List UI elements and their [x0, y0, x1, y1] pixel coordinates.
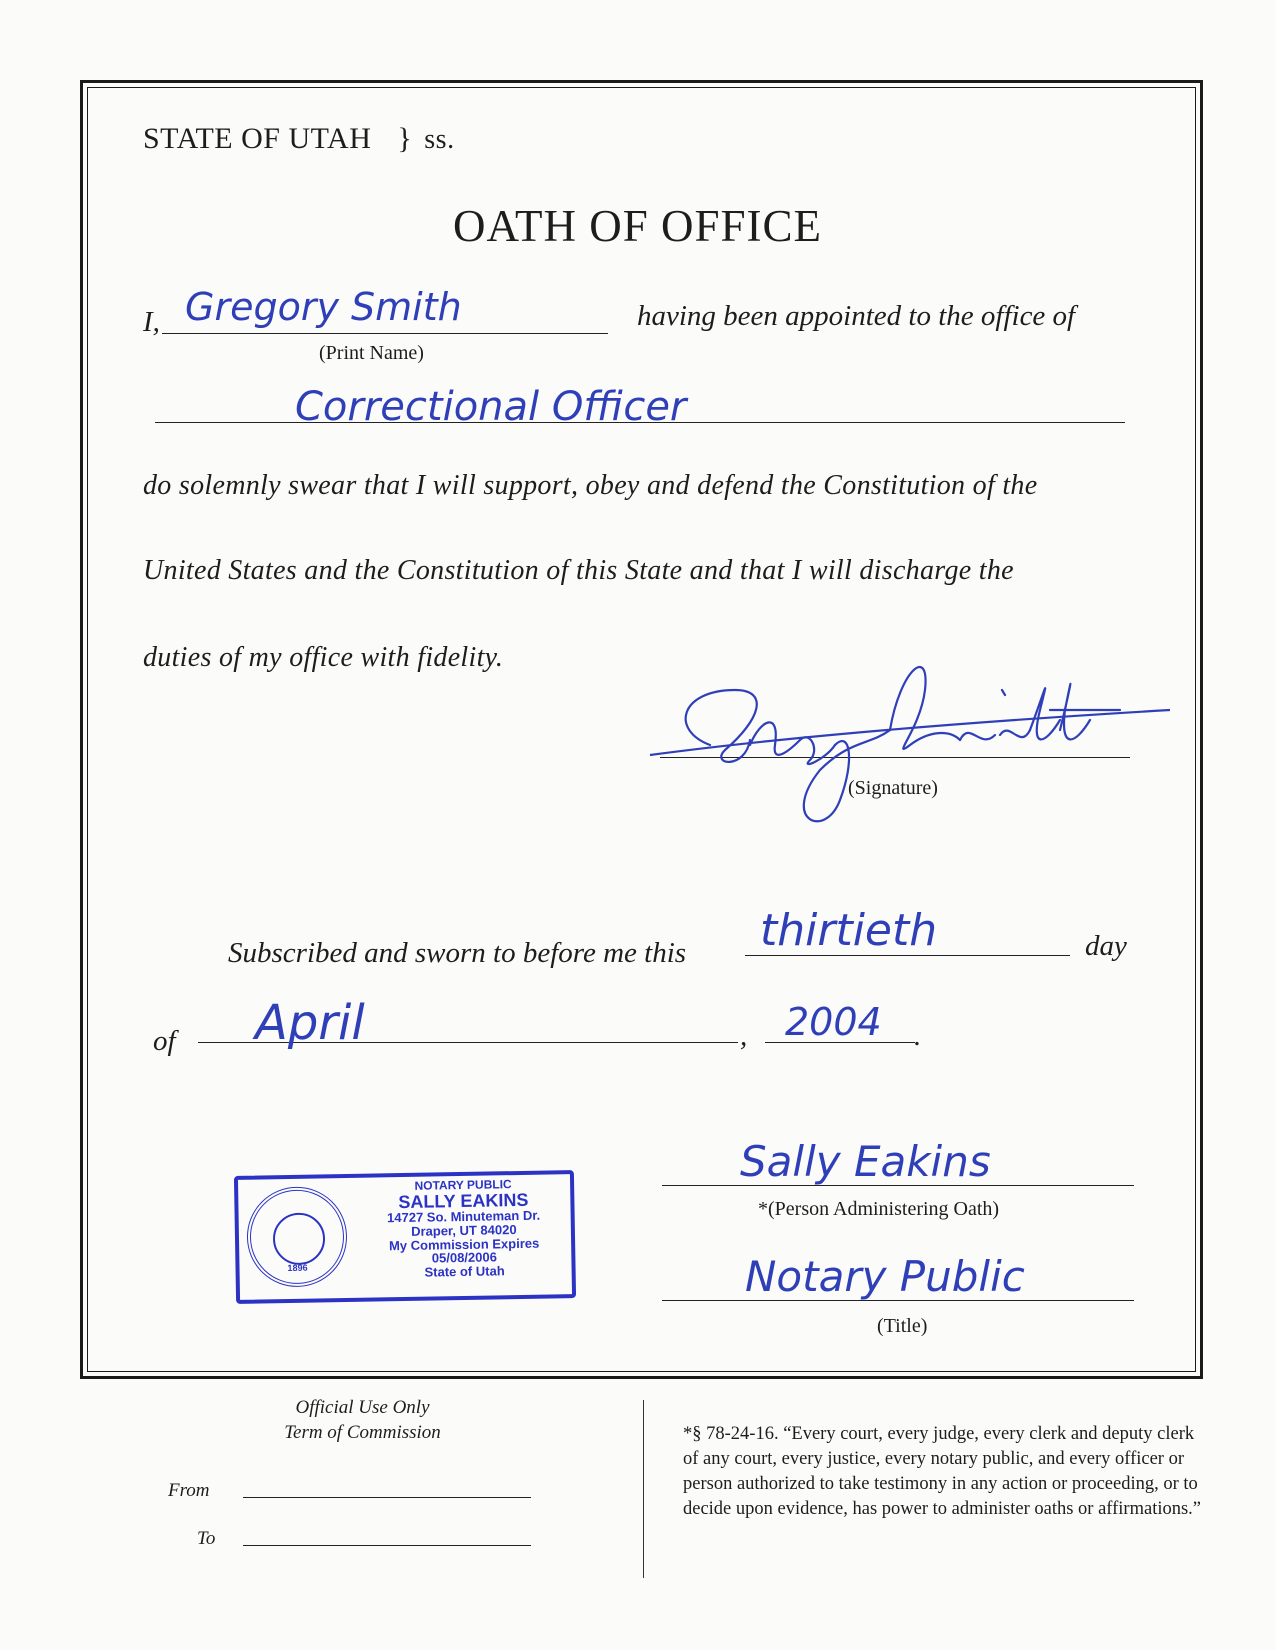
stamp-line-2: SALLY EAKINS — [398, 1189, 529, 1212]
stamp-line-5: My Commission Expires 05/08/2006 — [388, 1235, 540, 1266]
venue-header — [143, 122, 455, 156]
from-line — [243, 1497, 531, 1498]
to-label: To — [197, 1528, 216, 1549]
to-line — [243, 1545, 531, 1546]
i-prefix: I, — [143, 306, 160, 338]
from-label: From — [168, 1480, 210, 1501]
office-handwritten: Correctional Officer — [295, 384, 687, 430]
document-title: OATH OF OFFICE — [452, 201, 823, 251]
signature-label: (Signature) — [848, 777, 938, 799]
of-word: of — [153, 1025, 176, 1057]
oath-body-line-1: do solemnly swear that I will support, obey and defend the Constitution of the — [143, 470, 1038, 501]
oath-body-line-3: duties of my office with fidelity. — [143, 642, 504, 673]
term-of-commission-heading: Term of Commission — [284, 1422, 441, 1443]
state-seal-icon — [246, 1186, 348, 1288]
title-label: (Title) — [877, 1315, 928, 1337]
print-name-handwritten: Gregory Smith — [185, 285, 462, 329]
venue-brace: } — [397, 122, 413, 155]
notary-stamp — [234, 1170, 576, 1304]
stamp-line-4: Draper, UT 84020 — [411, 1222, 517, 1240]
administrator-label: *(Person Administering Oath) — [758, 1198, 1000, 1220]
year-period: . — [914, 1020, 922, 1052]
footer-divider — [643, 1400, 644, 1578]
year-handwritten: 2004 — [785, 1000, 882, 1044]
day-handwritten: thirtieth — [760, 905, 938, 956]
stamp-line-1: NOTARY PUBLIC — [414, 1177, 512, 1193]
seal-year: 1896 — [287, 1262, 308, 1274]
administrator-signature: Sally Eakins — [740, 1137, 991, 1186]
sworn-intro: Subscribed and sworn to before me this — [228, 937, 687, 969]
venue-ss: ss. — [424, 124, 455, 155]
state-name: STATE OF UTAH — [143, 122, 372, 155]
year-comma: , — [740, 1020, 748, 1052]
day-word: day — [1085, 930, 1127, 962]
statute-footnote: *§ 78-24-16. “Every court, every judge, every clerk and deputy clerk of any court, every justice, every notary public, and every officer or person authorized to take testimony in any action or proceeding, or to decide upon evidence, has power to administer oaths or affirmations.” — [683, 1424, 1202, 1519]
oath-body-line-2: United States and the Constitution of this State and that I will discharge the — [143, 555, 1014, 586]
stamp-line-6: State of Utah — [424, 1263, 505, 1280]
stamp-line-3: 14727 So. Minuteman Dr. — [386, 1208, 541, 1226]
notary-stamp-text — [356, 1177, 572, 1280]
official-use-heading: Official Use Only — [295, 1397, 430, 1418]
print-name-line — [162, 333, 608, 334]
month-handwritten: April — [255, 995, 365, 1051]
title-handwritten: Notary Public — [745, 1252, 1025, 1301]
print-name-label: (Print Name) — [319, 342, 424, 364]
appointed-text: having been appointed to the office of — [637, 300, 1076, 332]
oath-taker-signature — [650, 650, 1170, 840]
